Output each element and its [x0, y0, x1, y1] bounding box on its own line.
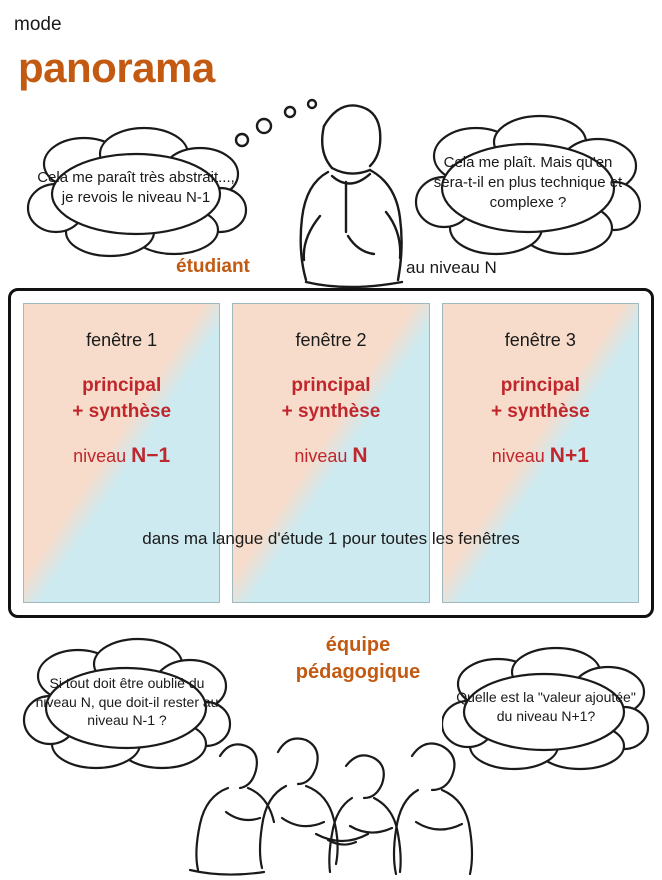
window-1-content [24, 304, 219, 468]
window-3-level-prefix: niveau [491, 446, 550, 467]
window-2-main [233, 373, 428, 424]
panel-footnote: dans ma langue d'étude 1 pour toutes les fenêtres [142, 529, 520, 548]
windows-row [23, 303, 639, 603]
window-1-level-prefix: niveau [73, 446, 132, 467]
window-1-main [24, 373, 219, 424]
mode-label: mode [14, 14, 62, 35]
window-2-main-line2: + synthèse [281, 400, 381, 422]
student-caption: étudiant [176, 256, 250, 277]
team-illustration-icon [168, 722, 498, 877]
student-bubble-right-text: Cela me plaît. Mais qu'en sera-t-il en plus technique et complexe ? [433, 153, 623, 212]
team-bubble-right-text: Quelle est la "valeur ajoutée" du niveau N+1? [456, 689, 636, 724]
student-thought-bubble-left [24, 118, 248, 258]
window-1-main-line1: principal [82, 375, 162, 396]
window-2-title: fenêtre 2 [295, 330, 367, 350]
team-caption-line1: équipe [325, 634, 391, 656]
window-1-title: fenêtre 1 [86, 330, 158, 350]
window-3-content [443, 304, 638, 468]
window-1-level-value: N−1 [131, 444, 171, 468]
window-2-main-line1: principal [291, 375, 371, 396]
windows-panel [8, 288, 654, 618]
window-2-level-prefix: niveau [294, 446, 353, 467]
window-2-level-value: N [352, 444, 368, 468]
window-3-level-value: N+1 [549, 444, 589, 468]
window-3-main-line2: + synthèse [490, 400, 590, 422]
student-level-label: au niveau N [406, 258, 497, 277]
window-3-level [443, 444, 638, 468]
team-bubble-left-text: Si tout doit être oublié du niveau N, que doit-il rester au niveau N-1 ? [35, 674, 219, 729]
window-2-content [233, 304, 428, 468]
window-2-level [233, 444, 428, 468]
team-caption-line2: pédagogique [295, 661, 421, 683]
window-3-title: fenêtre 3 [504, 330, 576, 350]
window-3-main-line1: principal [500, 375, 580, 396]
team-caption [258, 632, 458, 686]
student-thought-bubble-right [414, 108, 642, 258]
student-bubble-left-text: Cela me paraît très abstrait..., je revois le niveau N-1 [37, 168, 235, 206]
window-1[interactable] [23, 303, 220, 603]
window-3-main [443, 373, 638, 424]
page-title: panorama [18, 44, 215, 91]
window-2[interactable] [232, 303, 429, 603]
window-1-level [24, 444, 219, 468]
window-3[interactable] [442, 303, 639, 603]
window-1-main-line2: + synthèse [72, 400, 172, 422]
